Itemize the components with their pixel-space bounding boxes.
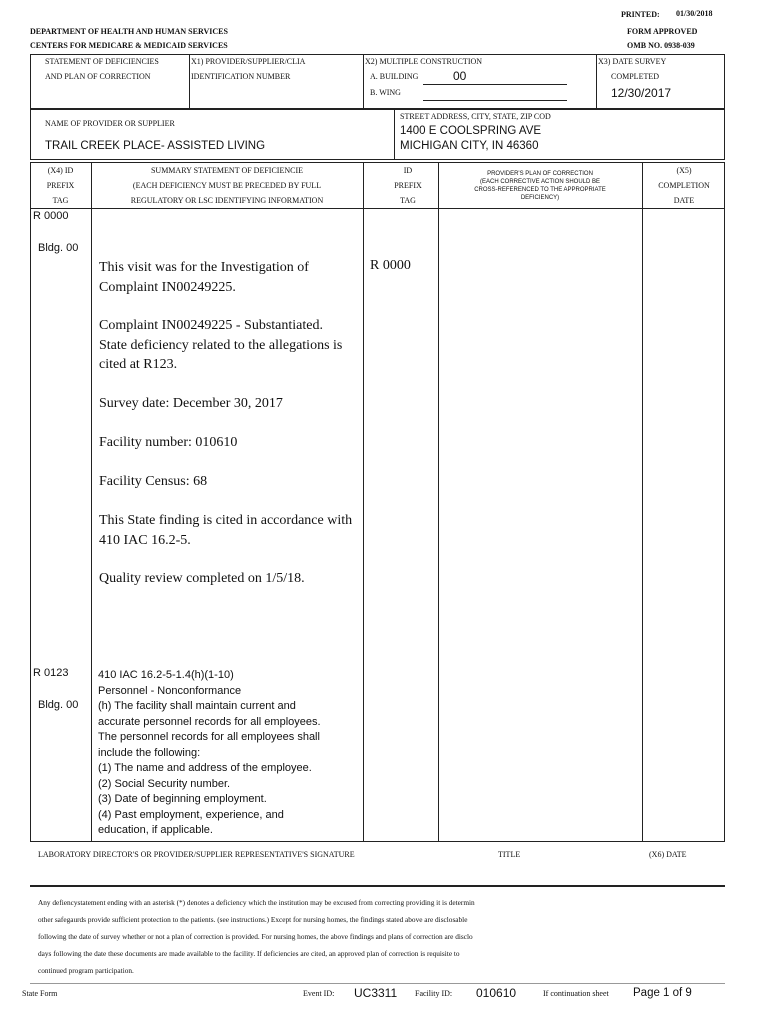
multiple-construction-label: X2) MULTIPLE CONSTRUCTION xyxy=(365,57,483,66)
disclaimer-line: days following the date these documents are made available to the facility. If deficiencies are cited, an approved plan of correction is requisite to xyxy=(38,949,460,958)
x4-header-3: TAG xyxy=(52,196,69,205)
plan-header-1: PROVIDER'S PLAN OF CORRECTION xyxy=(487,171,593,177)
entry2-line: include the following: xyxy=(98,746,201,759)
entry2-tag: R 0123 xyxy=(33,667,69,679)
state-form-label: State Form xyxy=(22,989,58,998)
address-line-2: MICHIGAN CITY, IN 46360 xyxy=(400,140,539,152)
statement-label-1: STATEMENT OF DEFICIENCIES xyxy=(45,57,159,66)
entry2-line: (1) The name and address of the employee. xyxy=(98,762,312,774)
date-survey-value: 12/30/2017 xyxy=(611,86,672,100)
date-survey-label-2: COMPLETED xyxy=(611,72,659,81)
centers-title: CENTERS FOR MEDICARE & MEDICAID SERVICES xyxy=(30,41,228,50)
plan-header-4: DEFICIENCY) xyxy=(520,195,560,201)
entry2-bldg: Bldg. 00 xyxy=(38,699,79,711)
disclaimer-line: continued program participation. xyxy=(38,966,134,975)
provider-name-label: NAME OF PROVIDER OR SUPPLIER xyxy=(45,119,175,128)
provider-id-label-1: X1) PROVIDER/SUPPLIER/CLIA xyxy=(191,57,306,66)
facility-id-value: 010610 xyxy=(476,986,517,1000)
address-label: STREET ADDRESS, CITY, STATE, ZIP COD xyxy=(400,112,551,121)
event-id-value: UC3311 xyxy=(354,986,398,1000)
printed-date: 01/30/2018 xyxy=(676,9,713,18)
omb-number: OMB NO. 0938-039 xyxy=(627,41,695,50)
x5-header-3: DATE xyxy=(673,196,695,205)
entry2-line: (3) Date of beginning employment. xyxy=(98,793,267,805)
provider-id-label-2: IDENTIFICATION NUMBER xyxy=(191,72,291,81)
x5-header-1: (X5) xyxy=(676,166,692,175)
disclaimer xyxy=(38,894,475,979)
facility-id-label: Facility ID: xyxy=(415,989,453,998)
entry1-paragraph-7: Quality review completed on 1/5/18. xyxy=(99,571,305,586)
signature-label: LABORATORY DIRECTOR'S OR PROVIDER/SUPPLIER REPRESENTATIVE'S SIGNATURE xyxy=(38,850,355,859)
title-label: TITLE xyxy=(498,850,521,859)
entry2-line: The personnel records for all employees shall xyxy=(98,731,320,743)
id-header-2: PREFIX xyxy=(394,181,422,190)
entry2-line: (h) The facility shall maintain current and xyxy=(98,700,296,712)
provider-box xyxy=(30,109,725,160)
summary-header-2: (EACH DEFICIENCY MUST BE PRECEDED BY FULL xyxy=(132,181,322,190)
entry1-paragraph-5: Facility Census: 68 xyxy=(99,474,208,489)
building-value: 00 xyxy=(453,69,467,83)
x5-header-2: COMPLETION xyxy=(658,181,710,190)
entry2-line: 410 IAC 16.2-5-1.4(h)(1-10) xyxy=(98,669,234,681)
entry2-line: Personnel - Nonconformance xyxy=(98,684,242,697)
continuation-label: If continuation sheet xyxy=(543,989,609,998)
entry1-bldg: Bldg. 00 xyxy=(38,242,79,254)
entry2-body xyxy=(98,668,360,839)
plan-header-3: CROSS-REFERENCED TO THE APPROPRIATE xyxy=(474,187,606,193)
entry1-paragraph-2: Complaint IN00249225 - Substantiated. State deficiency related to the allegations is cited at R123. xyxy=(99,318,343,372)
x6-date-label: (X6) DATE xyxy=(649,850,687,859)
building-label: A. BUILDING xyxy=(370,72,419,81)
entry1-paragraph-6: This State finding is cited in accordance with 410 IAC 16.2-5. xyxy=(99,513,353,548)
entry1-paragraph-3: Survey date: December 30, 2017 xyxy=(99,396,283,411)
date-survey-label-1: X3) DATE SURVEY xyxy=(598,57,667,66)
address-line-1: 1400 E COOLSPRING AVE xyxy=(400,125,542,137)
id-header-3: TAG xyxy=(400,196,416,205)
printed-label: PRINTED: xyxy=(621,10,660,19)
plan-header-2: (EACH CORRECTIVE ACTION SHOULD BE xyxy=(479,179,601,185)
statement-label-2: AND PLAN OF CORRECTION xyxy=(45,72,151,81)
entry2-line: accurate personnel records for all employees. xyxy=(98,715,321,728)
entry1-id-tag: R 0000 xyxy=(370,258,411,273)
disclaimer-line: following the date of survey whether or not a plan of correction is provided. For nursing homes, the above findings and plans of correction are disclo xyxy=(38,932,473,941)
entry2-line: (4) Past employment, experience, and xyxy=(98,808,284,821)
form-approved: FORM APPROVED xyxy=(627,27,698,36)
summary-header-1: SUMMARY STATEMENT OF DEFICIENCIE xyxy=(150,166,304,175)
entry1-paragraph-1: This visit was for the Investigation of Complaint IN00249225. xyxy=(99,260,309,295)
page-number: Page 1 of 9 xyxy=(633,987,692,999)
disclaimer-line: Any defiencystatement ending with an asterisk (*) denotes a deficiency which the institution may be excused from correcting providing it is determin xyxy=(38,898,475,907)
provider-name-value: TRAIL CREEK PLACE- ASSISTED LIVING xyxy=(45,140,266,152)
department-title: DEPARTMENT OF HEALTH AND HUMAN SERVICES xyxy=(30,27,228,36)
entry1-tag: R 0000 xyxy=(33,210,69,222)
x4-header-2: PREFIX xyxy=(46,181,75,190)
event-id-label: Event ID: xyxy=(303,989,335,998)
entry1-paragraph-4: Facility number: 010610 xyxy=(99,435,238,450)
summary-header-3: REGULATORY OR LSC IDENTIFYING INFORMATION xyxy=(130,196,324,205)
wing-label: B. WING xyxy=(370,88,401,97)
entry2-line: (2) Social Security number. xyxy=(98,777,231,790)
x4-header-1: (X4) ID xyxy=(47,166,74,175)
id-header-1: ID xyxy=(403,166,413,175)
entry2-line: education, if applicable. xyxy=(98,824,213,836)
disclaimer-line: other safegaurds provide sufficient protection to the patients. (see instructions.) Except for nursing homes, the findings stated above are disclosable xyxy=(38,915,468,924)
